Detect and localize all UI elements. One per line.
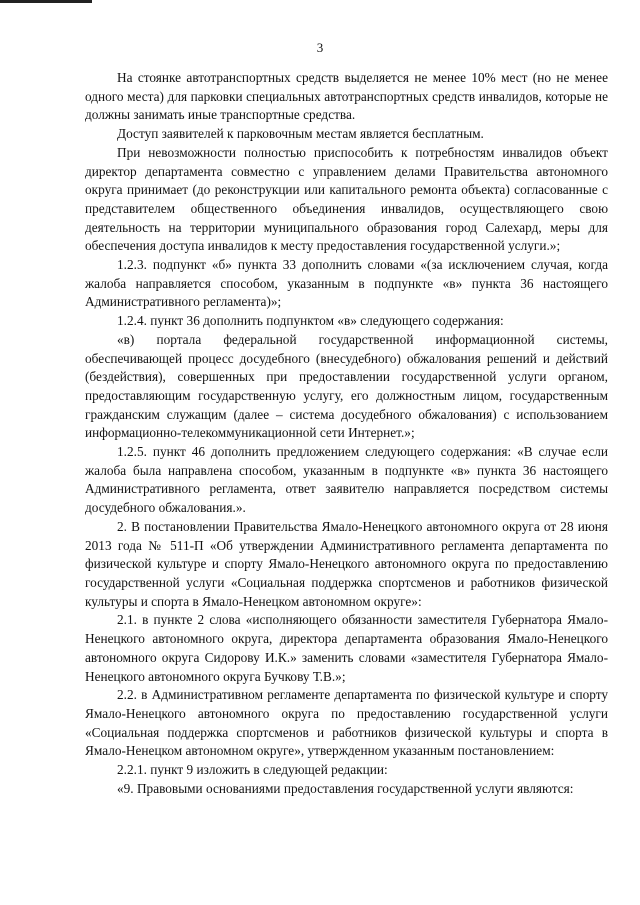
corner-mark: [0, 0, 92, 3]
paragraph-1-2-4: 1.2.4. пункт 36 дополнить подпунктом «в» следующего содержания:: [117, 313, 504, 329]
paragraph-2-2: 2.2. в Административном регламенте департамента по физической культуре и спорту Ямало-Ненецкого автономного округа по предоставлению государственной услуги «Социальная поддержка спортсменов и работников физической культуры и спорта в Ямало-Ненецком автономном округе», утвержденном указанным постановлением:: [85, 687, 608, 759]
paragraph-2: 2. В постановлении Правительства Ямало-Ненецкого автономного округа от 28 июня 2013 года № 511-П «Об утверждении Административного регламента департамента по физической культуре и спорту Ямало-Ненецкого автономного округа по предоставлению государственной услуги «Социальная поддержка спортсменов и работников физической культуры и спорта в Ямало-Ненецком автономном округе»:: [85, 518, 608, 609]
paragraph-free-access: Доступ заявителей к парковочным местам является бесплатным.: [117, 126, 484, 142]
paragraph-parking-spaces: На стоянке автотранспортных средств выделяется не менее 10% мест (но не менее одного места) для парковки специальных автотранспортных средств инвалидов, которые не должны занимать иные транспортные средства.: [85, 70, 608, 123]
paragraph-clause-9: «9. Правовыми основаниями предоставления государственной услуги являются:: [117, 780, 574, 796]
paragraph-2-1: 2.1. в пункте 2 слова «исполняющего обязанности заместителя Губернатора Ямало-Ненецкого автономного округа, директора департамента образования Ямало-Ненецкого автономного округа Сидорову И.К.» заменить словами «заместителя Губернатора Ямало-Ненецкого автономного округа Бучкову Т.В.»;: [85, 612, 608, 684]
paragraph-1-2-5: 1.2.5. пункт 46 дополнить предложением следующего содержания: «В случае если жалоба была направлена способом, указанным в подпункте «в» пункта 36 настоящего Административного регламента, ответ заявителю направляется посредством системы досудебного обжалования.».: [85, 444, 608, 516]
paragraph-2-2-1: 2.2.1. пункт 9 изложить в следующей редакции:: [117, 762, 388, 778]
paragraph-accessibility-measures: При невозможности полностью приспособить к потребностям инвалидов объект директор департамента совместно с управлением делами Правительства автономного округа принимает (до реконструкции или капитального ремонта объекта) согласованные с представителем общественного объединения инвалидов, осуществляющего свою деятельность на территории муниципального образования город Салехард, меры для обеспечения доступа инвалидов к месту предоставления государственной услуги.»;: [85, 144, 608, 254]
document-body: [85, 69, 608, 798]
paragraph-subclause-v: «в) портала федеральной государственной информационной системы, обеспечивающей процесс досудебного (внесудебного) обжалования решений и действий (бездействия), совершенных при предоставлении государственной услуги органом, предоставляющим государственную услугу, его должностным лицом, государственным гражданским служащим (далее – система досудебного обжалования) с использованием информационно-телекоммуникационной сети Интернет.»;: [85, 331, 608, 441]
page-number: 3: [316, 40, 324, 55]
paragraph-1-2-3: 1.2.3. подпункт «б» пункта 33 дополнить словами «(за исключением случая, когда жалоба направляется способом, указанным в подпункте «в» пункта 36 настоящего Административного регламента)»;: [85, 257, 608, 310]
